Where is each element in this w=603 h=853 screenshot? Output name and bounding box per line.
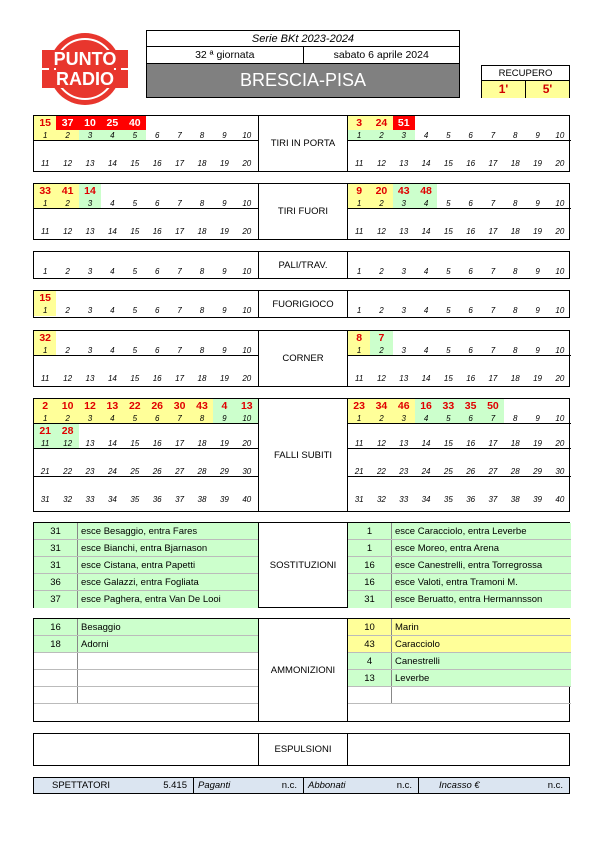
stat-cell: 7 bbox=[370, 331, 392, 345]
spettatori-value: 5.415 bbox=[163, 780, 187, 791]
section-tiri-in-porta: 15 37 10 25 40 1 2 3 4 5 6 7 8 9 10 11 12 13 14 15 16 17 18 19 20 TIRI IN PORTA 3 24 51 1 2 3 4 5 6 7 8 9 10 11 12 13 14 15 16 17 18 19 20 bbox=[33, 115, 570, 172]
stat-cell: 13 bbox=[101, 399, 123, 413]
stat-cell: 43 bbox=[191, 399, 213, 413]
punto-radio-logo bbox=[40, 30, 130, 108]
recovery-second-half: 5' bbox=[542, 82, 553, 96]
paganti-value: n.c. bbox=[281, 780, 297, 791]
list-item: 4 Canestrelli bbox=[348, 653, 571, 670]
label-espulsioni: ESPULSIONI bbox=[258, 734, 347, 765]
stat-cell: 4 bbox=[213, 399, 235, 413]
list-item: 37 esce Paghera, entra Van De Looi bbox=[34, 591, 258, 608]
label-sostituzioni: SOSTITUZIONI bbox=[258, 523, 347, 607]
section-fuorigioco: 15 1 2 3 4 5 6 7 8 9 10 FUORIGIOCO 1 2 3 4 5 6 7 8 9 10 bbox=[33, 290, 570, 318]
stat-cell: 43 bbox=[393, 184, 415, 198]
section-espulsioni bbox=[33, 733, 570, 766]
stat-cell: 41 bbox=[56, 184, 78, 198]
svg-text:RADIO: RADIO bbox=[56, 69, 114, 89]
stat-cell: 48 bbox=[415, 184, 437, 198]
section-tiri-fuori: 33 41 14 1 2 3 4 5 6 7 8 9 10 11 12 13 14 15 16 17 18 19 20 TIRI FUORI 9 20 43 48 1 2 3 4 5 6 7 8 9 10 11 12 13 14 15 16 17 18 19 20 bbox=[33, 183, 570, 240]
label-tiri-fuori: TIRI FUORI bbox=[258, 184, 347, 239]
match-title: BRESCIA-PISA bbox=[147, 64, 459, 97]
list-item: 10 Marin bbox=[348, 619, 571, 636]
list-item: 36 esce Galazzi, entra Fogliata bbox=[34, 574, 258, 591]
stat-cell: 32 bbox=[34, 331, 56, 345]
list-item: 16 esce Valoti, entra Tramoni M. bbox=[348, 574, 571, 591]
list-item: 31 esce Beruatto, entra Hermannsson bbox=[348, 591, 571, 608]
stat-cell: 8 bbox=[348, 331, 370, 345]
attendance-footer: SPETTATORI 5.415 Paganti n.c. Abbonati n.c. Incasso € n.c. bbox=[33, 777, 570, 794]
match-date: sabato 6 aprile 2024 bbox=[333, 49, 429, 61]
section-corner: 32 1 2 3 4 5 6 7 8 9 10 11 12 13 14 15 16 17 18 19 20 CORNER 8 7 1 2 3 4 5 6 7 8 9 10 11 12 13 14 15 16 17 18 19 20 bbox=[33, 330, 570, 387]
stat-cell: 26 bbox=[146, 399, 168, 413]
label-falli-subiti: FALLI SUBITI bbox=[258, 399, 347, 511]
series-title: Serie BKt 2023-2024 bbox=[147, 31, 459, 47]
stat-cell: 33 bbox=[34, 184, 56, 198]
stat-cell: 15 bbox=[34, 116, 56, 130]
recovery-first-half: 1' bbox=[482, 81, 526, 98]
home-values-row bbox=[34, 116, 258, 130]
label-fuorigioco: FUORIGIOCO bbox=[258, 291, 347, 317]
incasso-value: n.c. bbox=[547, 780, 563, 791]
stat-cell: 10 bbox=[79, 116, 101, 130]
stat-cell: 12 bbox=[79, 399, 101, 413]
stat-cell: 2 bbox=[34, 399, 56, 413]
stat-cell: 28 bbox=[56, 424, 78, 438]
stat-cell: 21 bbox=[34, 424, 56, 438]
stat-cell: 30 bbox=[168, 399, 190, 413]
abbonati-value: n.c. bbox=[396, 780, 412, 791]
section-pali-traverse: 1 2 3 4 5 6 7 8 9 10 PALI/TRAV. 1 2 3 4 5 6 7 8 9 10 bbox=[33, 251, 570, 279]
section-falli-subiti: 2 10 12 13 22 26 30 43 4 13 1 2 3 4 5 6 7 8 9 10 21 28 11 12 13 14 15 16 17 18 19 20 21 22 23 24 25 26 27 28 29 30 31 32 33 34 35 36 37 38 39 40 FALLI SUBITI 23 34 46 16 33 35 50 1 2 3 4 5 6 7 8 9 10 11 12 13 14 15 16 17 18 19 20 21 22 23 24 25 26 27 28 29 30 31 32 33 34 35 36 37 38 39 40 bbox=[33, 398, 570, 512]
stat-cell: 22 bbox=[124, 399, 146, 413]
list-item: 31 esce Besaggio, entra Fares bbox=[34, 523, 258, 540]
list-item: 16 Besaggio bbox=[34, 619, 258, 636]
label-pali-traverse: PALI/TRAV. bbox=[258, 252, 347, 278]
list-item: 1 esce Caracciolo, entra Leverbe bbox=[348, 523, 571, 540]
stat-cell: 14 bbox=[79, 184, 101, 198]
list-item: 31 esce Bianchi, entra Bjarnason bbox=[34, 540, 258, 557]
list-item: 18 Adorni bbox=[34, 636, 258, 653]
stat-cell: 20 bbox=[370, 184, 392, 198]
label-tiri-in-porta: TIRI IN PORTA bbox=[258, 116, 347, 171]
list-item: 43 Caracciolo bbox=[348, 636, 571, 653]
stat-cell: 23 bbox=[348, 399, 370, 413]
stat-cell: 34 bbox=[370, 399, 392, 413]
list-item: 31 esce Cistana, entra Papetti bbox=[34, 557, 258, 574]
stat-cell: 10 bbox=[56, 399, 78, 413]
list-item: 13 Leverbe bbox=[348, 670, 571, 687]
round-label: 32 ª giornata bbox=[147, 47, 304, 63]
stat-cell: 37 bbox=[56, 116, 78, 130]
stat-cell: 35 bbox=[459, 399, 481, 413]
list-item: 1 esce Moreo, entra Arena bbox=[348, 540, 571, 557]
stat-cell: 25 bbox=[101, 116, 123, 130]
svg-text:PUNTO: PUNTO bbox=[53, 49, 117, 69]
section-ammonizioni bbox=[33, 618, 570, 722]
match-header bbox=[146, 30, 460, 98]
label-ammonizioni: AMMONIZIONI bbox=[258, 619, 347, 721]
recovery-box bbox=[481, 65, 570, 98]
stat-cell: 15 bbox=[34, 291, 56, 305]
stat-cell: 51 bbox=[393, 116, 415, 130]
stat-cell: 40 bbox=[124, 116, 146, 130]
stat-cell: 13 bbox=[236, 399, 258, 413]
stat-cell: 16 bbox=[415, 399, 437, 413]
stat-cell: 33 bbox=[437, 399, 459, 413]
stat-cell: 3 bbox=[348, 116, 370, 130]
label-corner: CORNER bbox=[258, 331, 347, 386]
stat-cell: 46 bbox=[393, 399, 415, 413]
stat-cell: 50 bbox=[482, 399, 504, 413]
stat-cell: 9 bbox=[348, 184, 370, 198]
list-item: 16 esce Canestrelli, entra Torregrossa bbox=[348, 557, 571, 574]
recovery-label: RECUPERO bbox=[482, 66, 569, 81]
stat-cell: 24 bbox=[370, 116, 392, 130]
section-sostituzioni bbox=[33, 522, 570, 608]
